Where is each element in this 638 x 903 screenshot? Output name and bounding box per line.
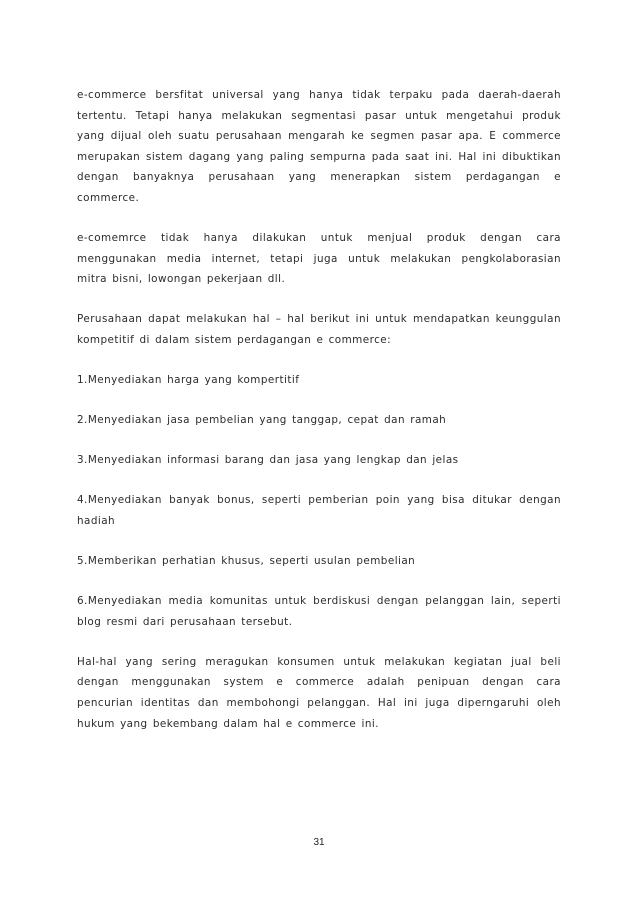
paragraph-consumer-doubts: Hal-hal yang sering meragukan konsumen untuk melakukan kegiatan jual beli dengan menggunakan system e commerce adalah penipuan dengan cara pencurian identitas dan membohongi pelanggan. Hal ini juga diperngaruhi oleh hukum yang bekembang dalam hal e commerce ini. — [77, 655, 561, 730]
paragraph-competitive-intro: Perusahaan dapat melakukan hal – hal berikut ini untuk mendapatkan keunggulan kompetitif di dalam sistem perdagangan e commerce: — [77, 313, 561, 346]
list-item-2: 2.Menyediakan jasa pembelian yang tanggap, cepat dan ramah — [77, 414, 447, 427]
page-body — [77, 85, 561, 734]
list-item-6: 6.Menyediakan media komunitas untuk berdiskusi dengan pelanggan lain, seperti blog resmi dari perusahaan tersebut. — [77, 595, 561, 628]
paragraph-ecommerce-universal: e-commerce bersfitat universal yang hanya tidak terpaku pada daerah-daerah tertentu. Tetapi hanya melakukan segmentasi pasar untuk mengetahui produk yang dijual oleh suatu perusahaan mengarah ke segmen pasar apa. E commerce merupakan sistem dagang yang paling sempurna pada saat ini. Hal ini dibuktikan dengan banyaknya perusahaan yang menerapkan sistem perdagangan e commerce. — [77, 89, 561, 204]
list-item-5: 5.Memberikan perhatian khusus, seperti usulan pembelian — [77, 555, 416, 567]
list-item-4: 4.Menyediakan banyak bonus, seperti pemberian poin yang bisa ditukar dengan hadiah — [77, 494, 561, 527]
list-item-3: 3.Menyediakan informasi barang dan jasa yang lengkap dan jelas — [77, 454, 459, 467]
page-number: 31 — [313, 837, 325, 848]
paragraph-ecommerce-purpose: e-comemrce tidak hanya dilakukan untuk menjual produk dengan cara menggunakan media internet, tetapi juga untuk melakukan pengkolaborasian mitra bisni, lowongan pekerjaan dll. — [77, 232, 561, 286]
list-item-1: 1.Menyediakan harga yang kompertitif — [77, 374, 300, 387]
